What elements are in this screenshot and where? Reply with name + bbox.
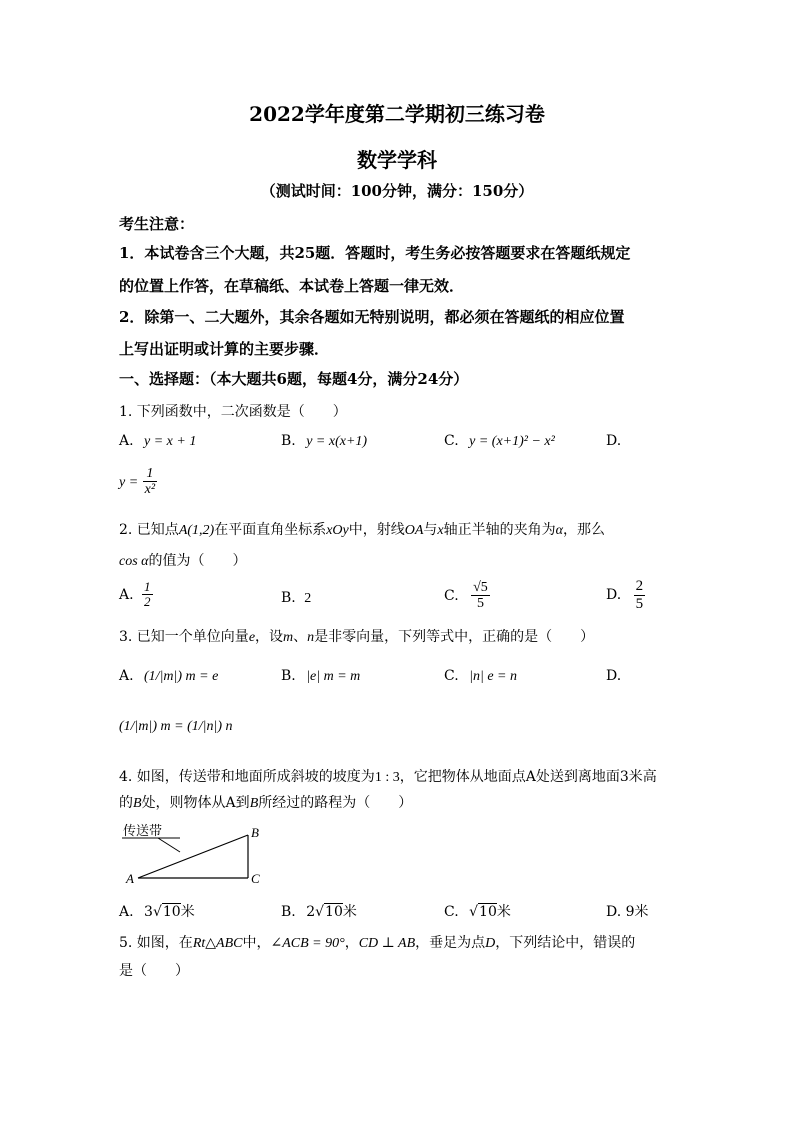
q3-text-b: ，设 [255,629,284,645]
q3-c-label: C. [444,668,459,684]
q1-option-c [444,433,555,450]
q3-c-expr: |n| e = n [469,669,517,684]
q3-vector-e: e [248,630,256,645]
q4-b-radicand: 10 [325,904,343,920]
q1-option-a [119,433,196,450]
q3-b-expr: |e| m = m [306,669,361,684]
q1-a-label: A. [119,433,134,449]
q1-d-numerator: 1 [146,466,154,481]
q1-option-b [281,433,367,450]
section1-heading: 一、选择题：（本大题共6题，每题4分，满分24分） [119,370,469,388]
q2-d-denominator: 5 [635,595,644,612]
q4-label-leader [158,838,180,852]
q2-a-fraction [142,580,153,610]
q2-c-numerator: √5 [473,580,488,595]
q1-c-label: C. [444,433,459,449]
q2-line2 [119,550,247,570]
q2-text-d: 与 [423,522,438,538]
q1-d-prefix: y = [119,474,139,490]
q4-b-label: B. [281,904,296,920]
q4-slope-line [138,835,248,878]
q4-line2 [119,792,412,812]
exam-title: 2022学年度第二学期初三练习卷 [249,102,545,126]
q1-option-d [119,466,157,498]
q4-fig-point-b: B [251,825,259,840]
q4-fig-point-a: A [126,871,134,886]
q1-a-expr: y = x + 1 [144,434,197,449]
q4-ratio: 1 : 3 [374,770,400,785]
q5-text-a: 5. 如图，在 [119,935,193,951]
q5-line2: 是（ ） [119,963,189,979]
q3-option-a [119,668,218,685]
q2-point: A(1,2) [178,523,215,538]
q2-option-d [606,578,645,612]
notice-heading: 考生注意： [119,215,195,233]
q1-stem: 1. 下列函数中，二次函数是（ ） [119,404,347,420]
q3-stem [119,626,594,646]
q5-text-c: ，垂足为点 [415,935,486,951]
q4-b-unit: 米 [342,904,357,920]
q2-text-a: 2. 已知点 [119,522,179,538]
q2-coord: xOy [326,523,349,538]
q5-text-b: 中， [242,935,271,951]
q1-b-label: B. [281,433,296,449]
q3-vector-m: m [283,630,294,645]
q2-a-numerator: 1 [144,579,151,594]
q5-line1 [119,932,635,952]
q3-text-c: 是非零向量，下列等式中，正确的是（ ） [314,629,595,645]
q4-fig-point-c: C [251,871,260,886]
notice-item2-line2: 上写出证明或计算的主要步骤． [119,340,330,358]
q4-c-radicand: 10 [479,904,497,920]
q4-point-b-2: B [249,796,259,811]
q4-a-radicand: 10 [162,904,181,920]
q1-d-denominator: x² [144,482,156,498]
q2-text-e: 轴正半轴的夹角为 [443,522,556,538]
q4-line1 [119,766,657,786]
exam-subject: 数学学科 [357,148,437,172]
q4-text-a: 4. 如图，传送带和地面所成斜坡的坡度为 [119,769,375,785]
q2-option-c [444,580,490,612]
q4-point-b: B [133,796,142,811]
notice-item1-line2: 的位置上作答，在草稿纸、本试卷上答题一律无效． [119,277,465,295]
q2-b-label: B. [281,590,296,606]
q2-d-label: D. [606,587,622,603]
q3-a-label: A. [119,668,134,684]
q2-d-numerator: 2 [635,578,644,594]
q4-d-value: 9米 [625,904,649,920]
q4-b-sqrt-icon: √ [315,904,325,920]
q2-ray: OA [404,523,424,538]
q4-text-d: 处，则物体从A到 [141,795,250,811]
q5-triangle: Rt△ABC [192,936,243,951]
q2-xvar: x [437,523,444,538]
q2-a-label: A. [119,586,134,603]
q4-a-sqrt-icon: √ [152,904,162,920]
q4-text-b: ，它把物体从地面点A处送到离地面3米高 [399,769,657,785]
q4-a-unit: 米 [180,904,195,920]
q4-option-c [444,901,511,921]
q4-c-unit: 米 [496,904,511,920]
q1-option-d-label: D. [606,433,622,449]
q5-angle: ∠ACB = 90° [270,936,345,951]
q2-d-fraction [634,578,646,612]
q4-option-a [119,901,195,921]
q2-a-denominator: 2 [144,594,151,610]
q2-text-rest: 的值为（ ） [148,553,247,569]
q4-b-coefficient: 2 [306,904,316,920]
q4-text-e: 所经过的路程为（ ） [258,795,413,811]
q4-a-label: A. [119,904,134,920]
q3-option-d [119,718,233,735]
q4-a-coefficient: 3 [144,904,153,920]
q4-d-label: D. [606,904,622,920]
q2-cos: cos α [119,554,149,569]
q3-d-expr: (1/|m|) m = (1/|n|) n [119,719,233,734]
q2-alpha: α [555,523,563,538]
q4-fig-label: 传送带 [123,823,163,838]
q2-option-a [119,580,153,610]
q2-text-f: ，那么 [563,522,605,538]
notice-item2-line1: 2．除第一、二大题外，其余各题如无特别说明，都必须在答题纸的相应位置 [119,308,625,326]
q2-c-denominator: 5 [471,595,490,611]
q3-separator: 、 [293,629,308,645]
q1-b-expr: y = x(x+1) [306,434,368,449]
q1-c-expr: y = (x+1)² − x² [469,434,555,449]
q2-text-b: 在平面直角坐标系 [214,522,327,538]
q4-c-sqrt-icon: √ [469,904,479,920]
q5-text-d: ，下列结论中，错误的 [495,935,636,951]
q2-option-b [281,590,311,607]
notice-item1-line1: 1．本试卷含三个大题，共25题．答题时，考生务必按答题要求在答题纸规定 [119,244,631,262]
q4-option-d [606,901,649,921]
q4-option-b [281,901,357,921]
q4-c-label: C. [444,904,459,920]
q5-comma: ， [344,935,359,951]
q2-text-c: 中，射线 [348,522,405,538]
q5-point-d: D [485,936,496,951]
q2-c-fraction [471,580,490,612]
q2-line1 [119,519,605,539]
q3-option-b [281,668,360,685]
q3-option-d-label: D. [606,668,622,684]
q3-vector-n: n [307,630,315,645]
q3-option-c [444,668,517,685]
q4-conveyor-figure [118,822,278,888]
q1-d-fraction [143,466,157,498]
exam-info: （测试时间：100分钟，满分：150分） [260,182,534,200]
q2-b-value: 2 [304,591,312,606]
q3-text-a: 3. 已知一个单位向量 [119,629,249,645]
q4-text-c: 的 [119,795,133,811]
q3-a-expr: (1/|m|) m = e [144,669,219,684]
q2-c-label: C. [444,587,459,604]
q5-perpendicular: CD ⊥ AB [358,936,416,951]
q3-b-label: B. [281,668,296,684]
